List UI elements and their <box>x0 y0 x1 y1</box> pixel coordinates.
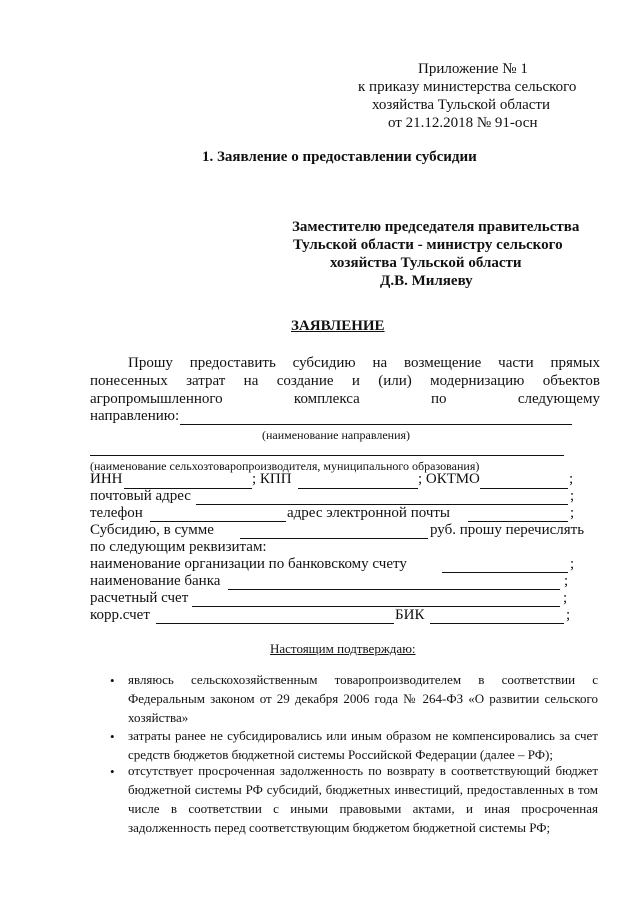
oktmo-label: ; ОКТМО <box>418 471 480 487</box>
addressee-line-1: Заместителю председателя правительства <box>292 219 580 235</box>
intro-word: субсидию <box>292 355 356 371</box>
addressee-line-4: Д.В. Миляеву <box>380 273 473 289</box>
bank-fill-line <box>228 589 560 590</box>
rub-label: руб. прошу перечислять <box>430 522 585 538</box>
confirm-item-1: являюсь сельскохозяйственным товаропроизводителем в соответствии с Федеральным законом от 29 декабря 2006 года № 264-ФЗ «О развитии сельского хозяйства» <box>128 672 598 725</box>
appendix-line-3: хозяйства Тульской области <box>372 97 550 113</box>
intro-line-1 <box>128 355 600 372</box>
intro-word: (или) <box>378 373 412 389</box>
intro-word: на <box>243 373 259 389</box>
bullet-icon: • <box>110 729 115 744</box>
confirm-item-2: затраты ранее не субсидировались или иным образом не компенсировались за счет средств бюджетов бюджетной системы Российской Федерации (далее – РФ); <box>128 728 598 762</box>
kpp-label: ; КПП <box>252 471 292 487</box>
email-label: адрес электронной почты <box>287 505 451 521</box>
corr-account-fill-line <box>156 623 394 624</box>
org-name-fill-line <box>442 572 568 573</box>
inn-label: ИНН <box>90 471 123 487</box>
intro-word: части <box>498 355 534 371</box>
subsidy-label: Субсидию, в сумме <box>90 522 214 538</box>
section-title: 1. Заявление о предоставлении субсидии <box>202 149 477 165</box>
account-fill-line <box>192 606 560 607</box>
corr-row-end: ; <box>566 607 571 623</box>
phone-label: телефон <box>90 505 143 521</box>
intro-word: и <box>351 373 360 389</box>
intro-word: следующему <box>517 391 600 407</box>
intro-line-2 <box>90 373 600 390</box>
producer-fill-line <box>90 455 564 456</box>
appendix-line-1: Приложение № 1 <box>418 61 528 77</box>
producer-caption: (наименование сельхозтоваропроизводителя, муниципального образования) <box>90 459 480 473</box>
document-title: ЗАЯВЛЕНИЕ <box>291 318 385 334</box>
intro-word: комплекса <box>293 391 360 407</box>
intro-word: затрат <box>186 373 226 389</box>
intro-word: возмещение <box>404 355 482 371</box>
subsidy-fill-line <box>240 538 428 539</box>
postal-label: почтовый адрес <box>90 488 191 504</box>
bank-label: наименование банка <box>90 573 221 589</box>
intro-line-3 <box>90 391 600 408</box>
confirm-item-3: отсутствует просроченная задолженность по возврату в соответствующий бюджет бюджетной системы РФ субсидий, бюджетных инвестиций, предоставленных в том числе в соответствии с иными правовыми актами, и иная просроченная задолженность перед соответствующим бюджетом бюджетной системы РФ; <box>128 763 598 835</box>
intro-word: на <box>372 355 388 371</box>
details-label: по следующим реквизитам: <box>90 539 267 555</box>
intro-word: объектов <box>542 373 600 389</box>
corr-account-label: корр.счет <box>90 607 150 623</box>
intro-word: агропромышленного <box>90 391 223 407</box>
appendix-line-2: к приказу министерства сельского <box>358 79 577 95</box>
confirm-title: Настоящим подтверждаю: <box>270 641 416 656</box>
intro-word: модернизацию <box>430 373 525 389</box>
org-row-end: ; <box>570 556 575 572</box>
intro-word: прямых <box>550 355 600 371</box>
bank-row-end: ; <box>564 573 569 589</box>
addressee-line-2: Тульской области - министру сельского <box>293 237 563 253</box>
bik-label: БИК <box>395 607 425 623</box>
bik-fill-line <box>430 623 564 624</box>
postal-row-end: ; <box>570 488 575 504</box>
appendix-line-4: от 21.12.2018 № 91-осн <box>388 115 538 131</box>
kpp-fill-line <box>298 488 418 489</box>
direction-fill-line <box>180 424 572 425</box>
phone-row-end: ; <box>570 505 575 521</box>
intro-word: понесенных <box>90 373 168 389</box>
intro-word: создание <box>276 373 334 389</box>
intro-word: по <box>431 391 447 407</box>
bullet-icon: • <box>110 673 115 688</box>
intro-word: Прошу <box>128 355 173 371</box>
addressee-line-3: хозяйства Тульской области <box>330 255 522 271</box>
bullet-icon: • <box>110 764 115 779</box>
intro-line-4: направлению: <box>90 408 180 424</box>
org-name-label: наименование организации по банковскому счету <box>90 556 407 572</box>
intro-word: предоставить <box>189 355 276 371</box>
oktmo-fill-line <box>480 488 568 489</box>
direction-caption: (наименование направления) <box>262 428 411 442</box>
inn-row-end: ; <box>569 471 574 487</box>
account-label: расчетный счет <box>90 590 189 606</box>
account-row-end: ; <box>563 590 568 606</box>
